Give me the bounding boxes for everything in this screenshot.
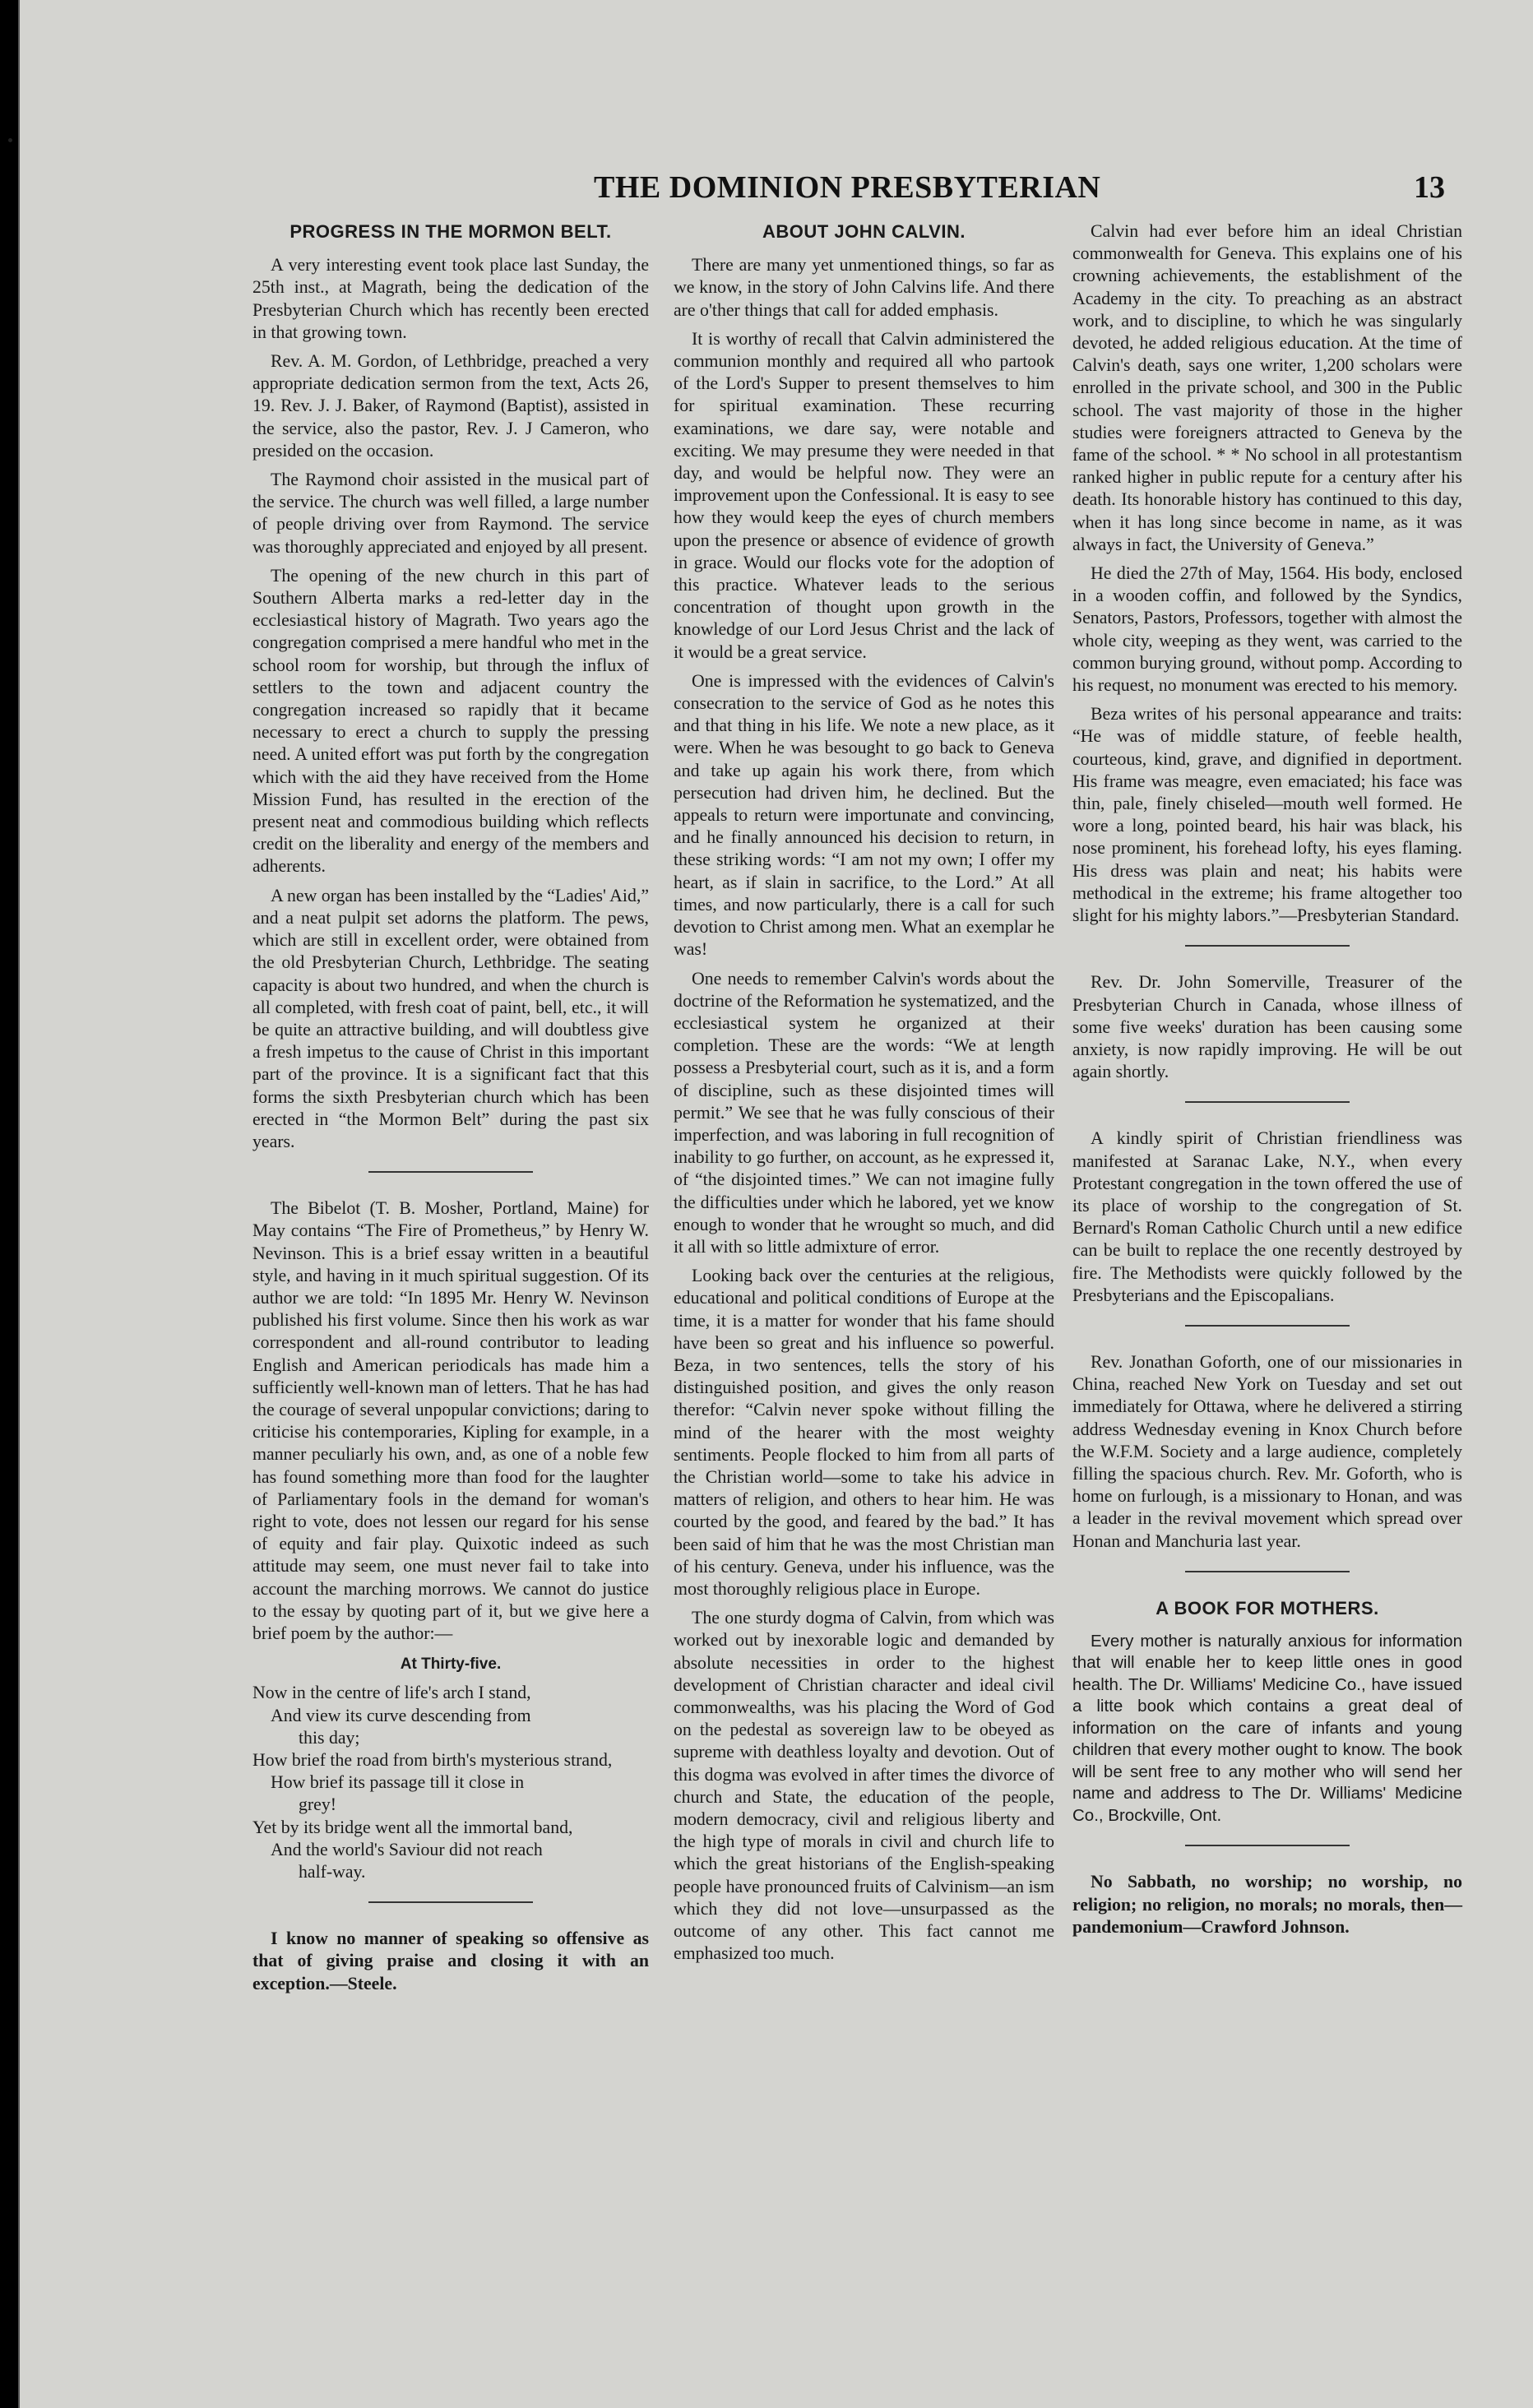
page-number: 13 xyxy=(1414,170,1445,205)
sabbath-quote: No Sabbath, no worship; no worship, no religion; no religion, no morals; no morals, then—pandemonium—Crawford Johnson. xyxy=(1072,1872,1462,1937)
article-heading-book-for-mothers: A BOOK FOR MOTHERS. xyxy=(1156,1597,1379,1618)
column-right xyxy=(1072,220,1462,1945)
section-divider xyxy=(1185,1325,1350,1327)
publication-title: THE DOMINION PRESBYTERIAN xyxy=(594,170,1101,205)
poem xyxy=(252,1682,649,1883)
paragraph: It is worthy of recall that Calvin administered the communion monthly and required all who partook of the Lord's Supper to present themselves to him for spiritual examination. These recurring examinations, we dare say, were notable and exciting. We may presume they were needed in that day, and would be helpful now. They were an improvement upon the Confessional. It is easy to see how they would keep the eyes of church members upon the presence or absence of evidence of growth in grace. Would our flocks vote for the adoption of this practice. Whatever leads to the serious concentration of thought upon growth in the knowledge of our Lord Jesus Christ and the lack of it would be a great service. xyxy=(674,328,1054,662)
paragraph: Looking back over the centuries at the religious, educational and political conditions of Europe at the time, it is a matter for wonder that his fame should have been so great and his influence so powerful. Beza, in two sentences, tells the story of his distinguished position, and gives the only reason therefor: “Calvin never spoke without filling the mind of the hearer with the most weighty sentiments. People flocked to him from all parts of the Christian world—some to take his advice in matters of religion, and others to hear him. He was courted by the good, and feared by the bad.” It has been said of him that he was the most Christian man of his century. Geneva, under his influence, was the most thoroughly religious place in Europe. xyxy=(674,1266,1054,1599)
paragraph: The Raymond choir assisted in the musical part of the service. The church was well filled, a large number of people driving over from Raymond. The service was thoroughly appreciated and enjoyed by all present. xyxy=(252,470,649,557)
column-left xyxy=(252,220,649,2002)
poem-line: How brief the road from birth's mysterious strand, xyxy=(252,1750,613,1770)
goforth-notice: Rev. Jonathan Goforth, one of our missionaries in China, reached New York on Tuesday and set out immediately for Ottawa, where he delivered a stirring address Wednesday evening in Knox Church before the W.F.M. Society and a large audience, completely filling the spacious church. Rev. Mr. Goforth, who is home on furlough, is a missionary to Honan, and was a leader in the revival movement which spread over Honan and Manchuria last year. xyxy=(1072,1351,1462,1551)
poem-line: How brief its passage till it close in xyxy=(271,1772,525,1793)
poem-line: this day; xyxy=(299,1727,360,1748)
steele-quote: I know no manner of speaking so offensive as that of giving praise and closing it with an exception.—Steele. xyxy=(252,1929,649,1994)
poem-line: And view its curve descending from xyxy=(271,1705,531,1725)
paragraph: One needs to remember Calvin's words about the doctrine of the Reformation he systematized, and the ecclesiastical system he organized at their completion. These are the words: “We at length possess a Presbyterial court, such as it is, and a form of discipline, such as these disjointed times will permit.” We see that he was fully conscious of their imperfection, and was laboring in full recognition of inability to go further, on account, as he expressed it, of “the disjointed times.” We can not imagine fully the difficulties under which he labored, yet we know enough to wonder that he wrought so much, and did it all with so little admixture of error. xyxy=(674,968,1054,1257)
page-header xyxy=(594,169,1445,207)
paragraph: There are many yet unmentioned things, so far as we know, in the story of John Calvins life. And there are o'ther things that call for added emphasis. xyxy=(674,255,1054,320)
paragraph: A new organ has been installed by the “Ladies' Aid,” and a neat pulpit set adorns the platform. The pews, which are still in excellent order, were obtained from the old Presbyterian Church, Lethbridge. The seating capacity is about two hundred, and when the church is all completed, with fresh coat of paint, bell, etc., it will be quite an attractive building, and will doubtless give a fresh impetus to the cause of Christ in this important part of the province. It is a significant fact that this forms the sixth Presbyterian church which has been erected in “the Mormon Belt” during the past six years. xyxy=(252,885,649,1151)
poem-line: Yet by its bridge went all the immortal band, xyxy=(252,1817,573,1837)
article-heading-john-calvin: ABOUT JOHN CALVIN. xyxy=(762,221,966,242)
bibelot-notice: The Bibelot (T. B. Mosher, Portland, Maine) for May contains “The Fire of Prometheus,” by Henry W. Nevinson. This is a brief essay written in a beautiful style, and having in it much spiritual suggestion. Of its author we are told: “In 1895 Mr. Henry W. Nevinson published his first volume. Since then his work as war correspondent and all-round contributor to leading English and American periodicals has made him a sufficiently well-known man of letters. That he has had the courage of several unpopular convictions; daring to criticise his contemporaries, Kipling for example, in a manner peculiarly his own, and, as one of a noble few has found something more than food for the laughter of Parliamentary fools in the demand for woman's right to vote, does not lessen our regard for his sense of equity and fair play. Quixotic indeed as such attitude may seem, one must never fail to take into account the marching morrows. We cannot do justice to the essay by quoting part of it, but we give here a brief poem by the author:— xyxy=(252,1198,649,1643)
poem-line: half-way. xyxy=(299,1862,366,1882)
poem-line: grey! xyxy=(299,1794,336,1815)
section-divider xyxy=(1185,1571,1350,1572)
paragraph: Rev. A. M. Gordon, of Lethbridge, preached a very appropriate dedication sermon from the text, Acts 26, 19. Rev. J. J. Baker, of Raymond (Baptist), assisted in the service, also the pastor, Rev. J. J Cameron, who presided on the occasion. xyxy=(252,351,649,461)
paragraph: One is impressed with the evidences of Calvin's consecration to the service of God as he notes this and that thing in his life. We note a new place, as it were. When he was besought to go back to Geneva and take up again his work there, from which persecution had driven him, he declined. But the appeals to return were importunate and convincing, and he finally announced his decision to return, in these striking words: “I am not my own; I offer my heart, as if slain in sacrifice, to the Lord.” At all times, and now particularly, there is a call for such devotion to Christ among men. What an exemplar he was! xyxy=(674,670,1054,960)
poem-line: Now in the centre of life's arch I stand, xyxy=(252,1683,531,1703)
paragraph: Beza writes of his personal appearance and traits: “He was of middle stature, of feeble health, courteous, kind, grave, and dignified in deportment. His frame was meagre, even emaciated; his face was thin, pale, finely chiseled—mouth well formed. He wore a long, pointed beard, his hair was black, his nose prominent, his forehead lofty, his eyes flaming. His dress was plain and neat; his habits were methodical in the extreme; his frame altogether too slight for his mighty labors.”—Presbyterian Standard. xyxy=(1072,704,1462,926)
margin-speck xyxy=(8,138,12,142)
saranac-notice: A kindly spirit of Christian friendliness was manifested at Saranac Lake, N.Y., when every Protestant congregation in the town offered the use of its place of worship to the congregation of St. Bernard's Roman Catholic Church until a new edifice can be built to replace the one recently destroyed by fire. The Methodists were quickly followed by the Presbyterians and the Episcopalians. xyxy=(1072,1128,1462,1305)
section-divider xyxy=(1185,945,1350,947)
newspaper-page xyxy=(18,0,1533,2408)
paragraph: The opening of the new church in this part of Southern Alberta marks a red-letter day in the ecclesiastical history of Magrath. Two years ago the congregation comprised a mere handful who met in the school room for worship, but through the influx of settlers to the town and adjacent country the congregation increased so rapidly that it became necessary to erect a church to supply the pressing need. A united effort was put forth by the congregation which with the aid they have received from the Home Mission Fund, has resulted in the erection of the present neat and commodious building which reflects credit on the liberality and energy of the members and adherents. xyxy=(252,565,649,877)
poem-line: And the world's Saviour did not reach xyxy=(271,1839,543,1859)
paragraph: A very interesting event took place last Sunday, the 25th inst., at Magrath, being the dedication of the Presbyterian Church which has recently been erected in that growing town. xyxy=(252,255,649,342)
somerville-notice: Rev. Dr. John Somerville, Treasurer of the Presbyterian Church in Canada, whose illness of some five weeks' duration has been causing some anxiety, is now rapidly improving. He will be out again shortly. xyxy=(1072,972,1462,1082)
section-divider xyxy=(1185,1101,1350,1103)
section-divider xyxy=(368,1901,533,1903)
section-divider xyxy=(368,1171,533,1173)
article-heading-mormon-belt: PROGRESS IN THE MORMON BELT. xyxy=(289,221,612,242)
column-middle xyxy=(674,220,1054,1971)
section-divider xyxy=(1185,1845,1350,1846)
poem-title: At Thirty-five. xyxy=(400,1656,502,1674)
paragraph: He died the 27th of May, 1564. His body, enclosed in a wooden coffin, and followed by the Syndics, Senators, Pastors, Professors, together with almost the whole city, weeping as they went, was carried to the common burying ground, without pomp. According to his request, no monument was erected to his memory. xyxy=(1072,563,1462,696)
book-notice: Every mother is naturally anxious for information that will enable her to keep little ones in good health. The Dr. Williams' Medicine Co., have issued a litte book which contains a great deal of information on the care of infants and young children that every mother ought to know. The book will be sent free to any mother who will send her name and address to The Dr. Williams' Medicine Co., Brockville, Ont. xyxy=(1072,1631,1462,1825)
paragraph: Calvin had ever before him an ideal Christian commonwealth for Geneva. This explains one of his crowning achievements, the establishment of the Academy in the city. To preaching as an abstract work, and to discipline, to which he was singularly devoted, he added religious education. At the time of Calvin's death, says one writer, 1,200 scholars were enrolled in the private school, and 300 in the Public school. The vast majority of those in the higher studies were foreigners attracted to Geneva by the fame of the school. * * No school in all protestantism ranked higher in public repute for a century after his death. Its honorable history has continued to this day, when it has long since become in name, as it was always in fact, the University of Geneva.” xyxy=(1072,221,1462,554)
paragraph: The one sturdy dogma of Calvin, from which was worked out by inexorable logic and demanded by absolute necessities in order to the highest development of Christian character and ideal civil commonwealths, was his placing the Word of God on the pedestal as sovereign law to be obeyed as supreme with deathless loyalty and devotion. Out of this dogma was evolved in after times the divorce of church and State, the education of the people, modern democracy, civil and religious liberty and the high type of morals in civil and church life to which the great historians of the English-speaking people have pronounced fruits of Calvinism—an ism which they did not love—unsurpassed as the outcome of any other. This fact cannot me emphasized too much. xyxy=(674,1608,1054,1964)
